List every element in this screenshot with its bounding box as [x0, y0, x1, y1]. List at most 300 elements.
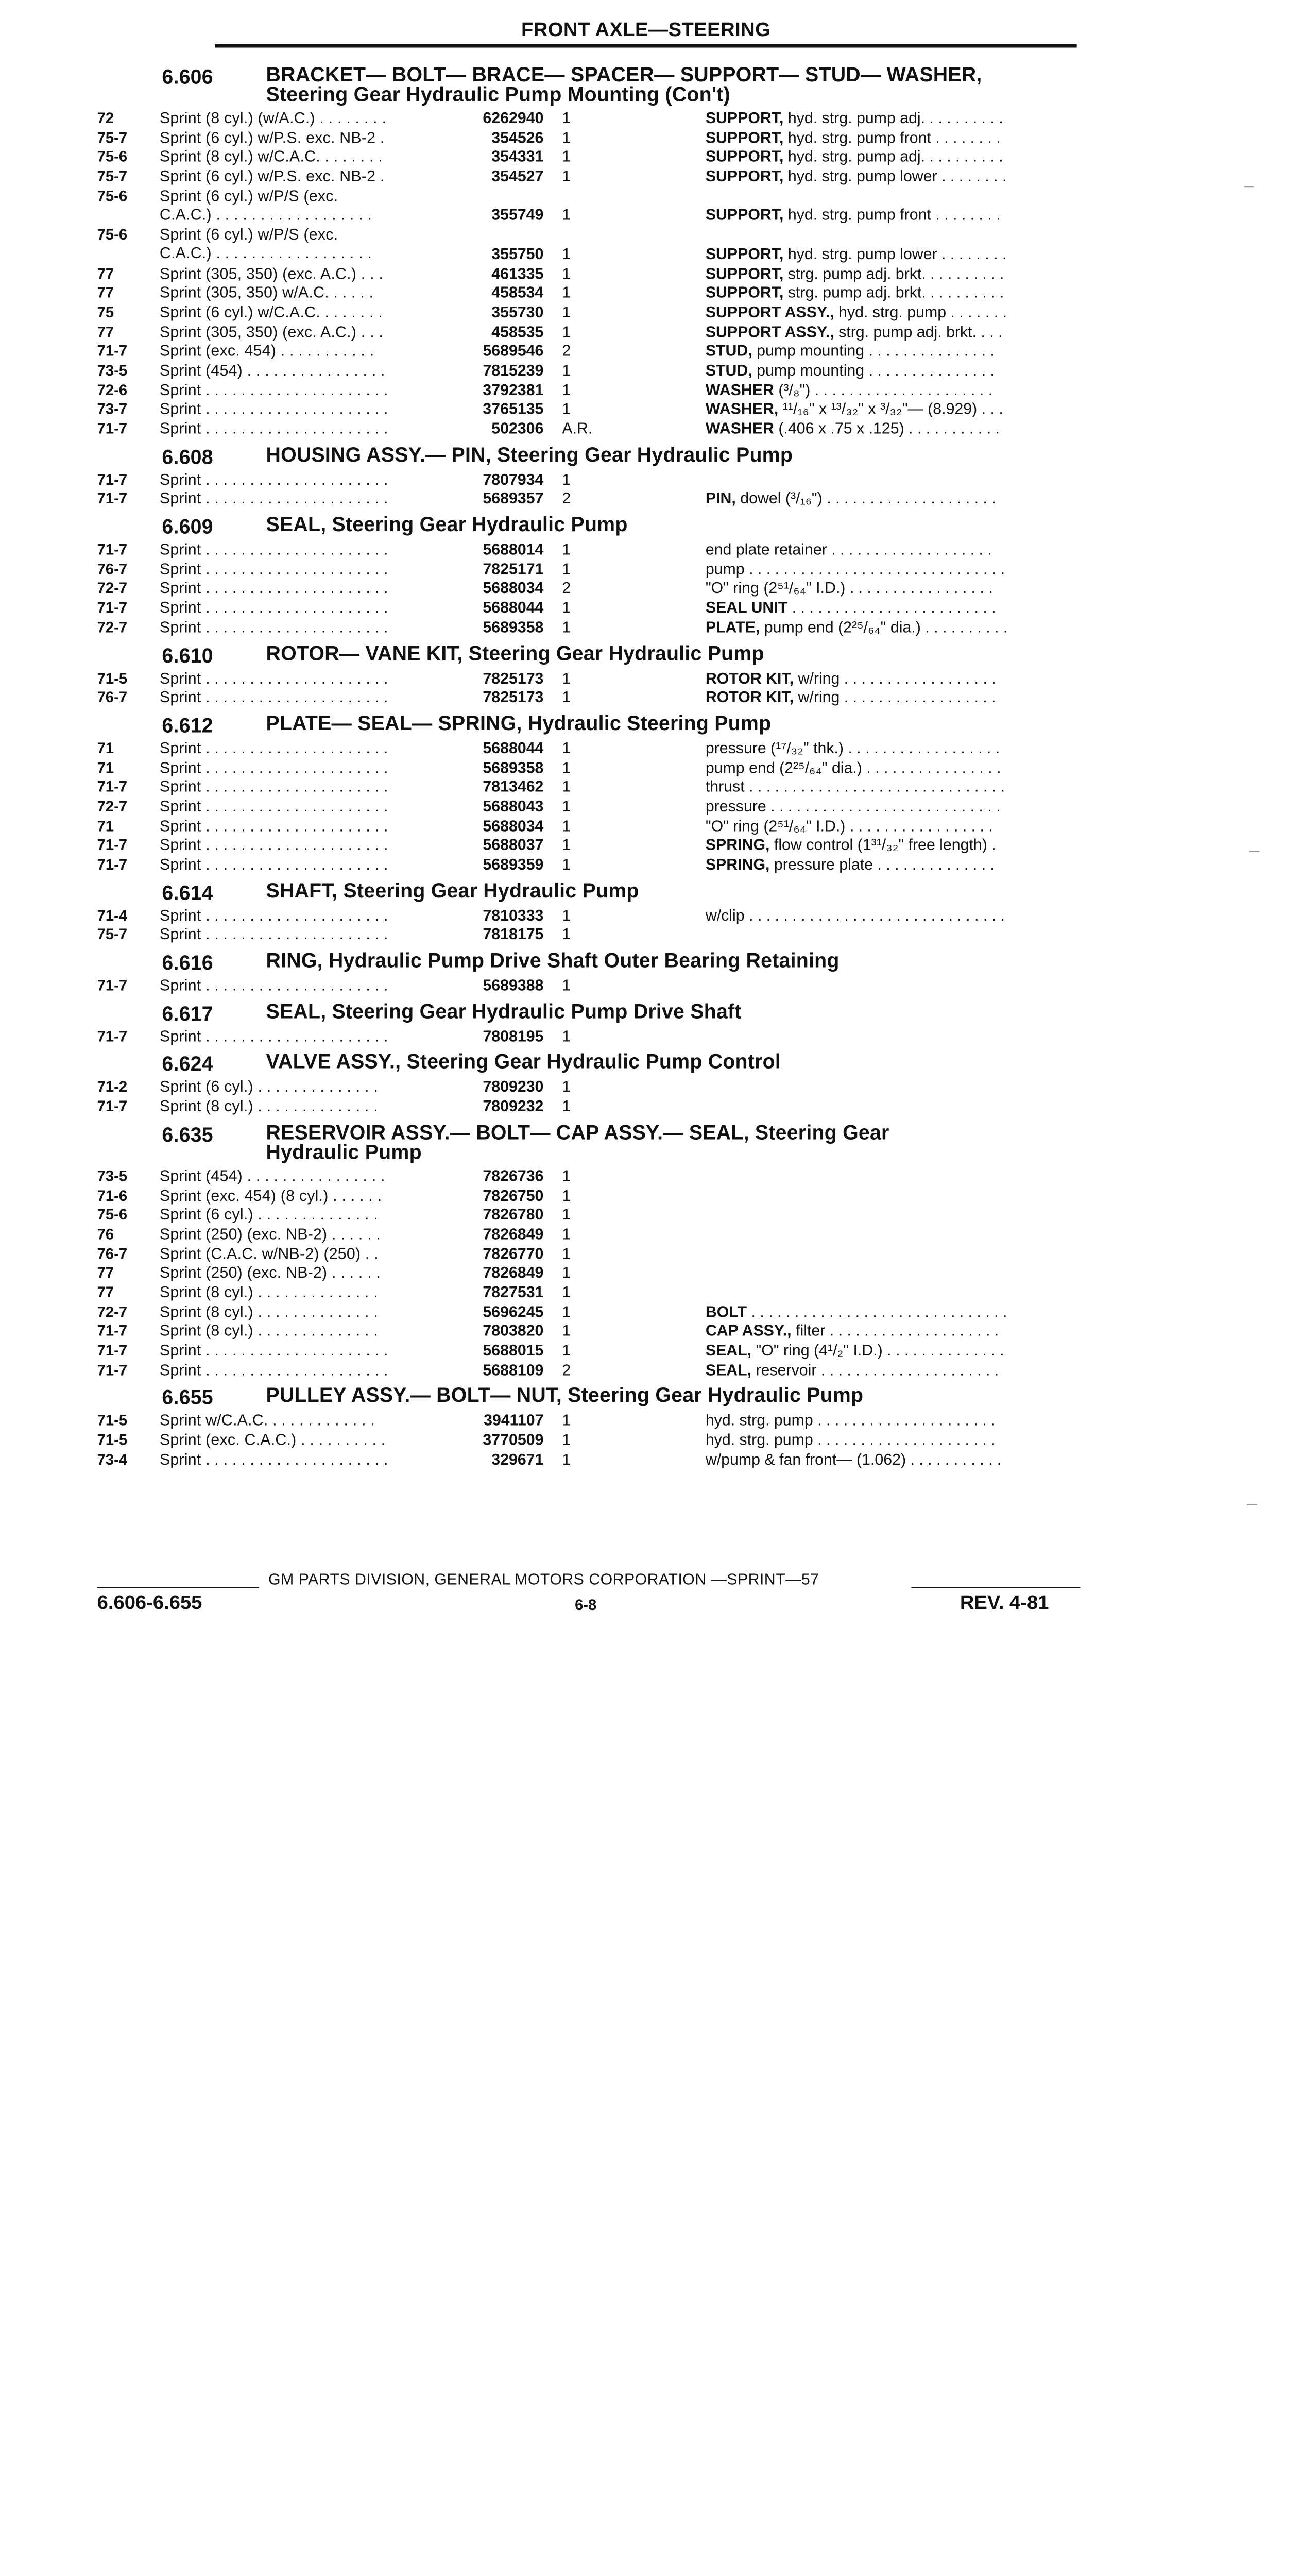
model-application: Sprint (305, 350) (exc. A.C.) . . .	[159, 323, 384, 341]
margin-mark	[1247, 1504, 1257, 1505]
section-number: 6.608	[162, 445, 213, 468]
model-application: Sprint (6 cyl.) w/P.S. exc. NB-2 .	[159, 128, 385, 146]
model-application: Sprint (6 cyl.) . . . . . . . . . . . . . .	[159, 1206, 378, 1224]
quantity: 1	[562, 1225, 571, 1243]
part-name-detail: . . . . . . . . . . . . . . . . . . . . . . . . . . . . . .	[747, 1302, 1007, 1320]
quantity: 1	[562, 128, 571, 146]
part-number: 5689388	[483, 976, 544, 994]
part-row	[97, 109, 1083, 129]
illustration-code: 77	[97, 264, 114, 282]
quantity: 1	[562, 400, 571, 418]
part-number: 3792381	[483, 381, 544, 399]
quantity: 1	[562, 1412, 571, 1430]
section-number: 6.610	[162, 643, 213, 667]
quantity: 1	[562, 361, 571, 379]
part-number: 5688043	[483, 797, 544, 815]
part-number: 354331	[491, 148, 544, 166]
quantity: 1	[562, 148, 571, 166]
part-name-detail: pump end (2²⁵/₆₄" dia.) . . . . . . . . . .	[760, 618, 1008, 636]
section-heading	[97, 948, 1083, 977]
quantity: 1	[562, 206, 571, 224]
part-number: 5696245	[483, 1302, 544, 1320]
illustration-code: 71-7	[97, 1361, 128, 1379]
quantity: 1	[562, 540, 571, 558]
part-name	[706, 540, 1083, 559]
parts-list	[97, 58, 1083, 1470]
section-title: SEAL, Steering Gear Hydraulic Pump Drive Shaft	[266, 999, 742, 1023]
part-name-keyword: BOLT	[705, 1302, 747, 1320]
model-application: Sprint . . . . . . . . . . . . . . . . . . . . .	[159, 470, 388, 488]
quantity: 1	[562, 758, 571, 776]
part-row	[97, 1187, 1083, 1206]
part-name-detail: pump mounting . . . . . . . . . . . . . . .	[752, 361, 995, 379]
quantity: 1	[562, 688, 571, 706]
part-name	[706, 688, 1083, 707]
quantity: 1	[562, 1097, 571, 1115]
part-row	[97, 1264, 1083, 1283]
section-number: 6.616	[162, 951, 213, 975]
quantity: 1	[562, 284, 571, 301]
part-name	[706, 167, 1083, 186]
illustration-code: 75-6	[97, 1206, 128, 1224]
quantity: 1	[562, 167, 571, 185]
part-number: 3770509	[483, 1431, 544, 1449]
part-name-keyword: STUD,	[705, 342, 752, 360]
part-row	[97, 303, 1083, 323]
part-name-detail: hyd. strg. pump lower . . . . . . . .	[783, 245, 1007, 263]
illustration-code: 75-7	[97, 167, 128, 185]
part-name-detail: flow control (1³¹/₃₂" free length) .	[769, 836, 996, 854]
section-6-635	[97, 1120, 1083, 1380]
model-application: Sprint (454) . . . . . . . . . . . . . . . .	[159, 1167, 385, 1184]
model-application: Sprint (250) (exc. NB-2) . . . . . .	[159, 1225, 381, 1243]
quantity: 1	[562, 1206, 571, 1224]
quantity: 1	[562, 739, 571, 757]
part-row	[97, 1167, 1083, 1187]
model-application: Sprint . . . . . . . . . . . . . . . . . . . . .	[159, 599, 388, 617]
part-row	[97, 817, 1083, 836]
section-number: 6.624	[162, 1053, 213, 1076]
part-name-detail: thrust . . . . . . . . . . . . . . . . . . . . . . . . . . . . . .	[705, 778, 1005, 796]
illustration-code: 71-5	[97, 1431, 128, 1449]
model-application: Sprint . . . . . . . . . . . . . . . . . . . . .	[159, 579, 388, 597]
part-number: 7827531	[483, 1283, 544, 1301]
model-application: Sprint . . . . . . . . . . . . . . . . . . . . .	[159, 739, 388, 757]
part-row	[97, 226, 1083, 264]
quantity: 1	[562, 560, 571, 578]
quantity: 1	[562, 1431, 571, 1449]
quantity: 1	[562, 906, 571, 924]
section-number: 6.612	[162, 714, 213, 737]
illustration-code: 73-7	[97, 400, 128, 418]
part-row	[97, 1027, 1083, 1047]
part-row	[97, 906, 1083, 926]
part-row	[97, 1342, 1083, 1361]
part-number: 5688044	[483, 599, 544, 617]
margin-mark	[1249, 851, 1259, 852]
part-number: 6262940	[483, 109, 544, 127]
quantity: 1	[562, 1283, 571, 1301]
part-name-keyword: SUPPORT,	[705, 109, 784, 127]
section-heading	[97, 1050, 1083, 1078]
section-6-617	[97, 999, 1083, 1047]
illustration-code: 72-7	[97, 618, 128, 636]
quantity: 1	[562, 855, 571, 873]
quantity: 2	[562, 1361, 571, 1379]
model-application: Sprint (6 cyl.) w/P/S (exc. C.A.C.) . . . . . . . . . . . . . . . . . .	[159, 187, 372, 223]
part-row	[97, 580, 1083, 599]
illustration-code: 75-6	[97, 226, 128, 243]
part-name	[706, 323, 1083, 341]
part-row	[97, 798, 1083, 817]
part-name-keyword: SUPPORT,	[705, 167, 784, 185]
part-number: 461335	[491, 264, 544, 282]
part-name-detail: w/ring . . . . . . . . . . . . . . . . . .	[794, 688, 996, 706]
footer-page-number: 6-8	[575, 1596, 597, 1614]
illustration-code: 73-5	[97, 1167, 128, 1184]
section-number: 6.655	[162, 1386, 213, 1410]
part-number: 7813462	[483, 778, 544, 796]
illustration-code: 73-4	[97, 1450, 128, 1468]
model-application: Sprint . . . . . . . . . . . . . . . . . . . . .	[159, 540, 388, 558]
part-number: 5688014	[483, 540, 544, 558]
part-name-keyword: SUPPORT,	[705, 148, 784, 166]
part-number: 5689358	[483, 758, 544, 776]
model-application: Sprint . . . . . . . . . . . . . . . . . . . . .	[159, 778, 388, 796]
illustration-code: 77	[97, 323, 114, 341]
part-row	[97, 560, 1083, 580]
illustration-code: 71	[97, 758, 114, 776]
part-number: 458535	[491, 323, 544, 341]
footer-rule-left	[97, 1587, 259, 1588]
quantity: 1	[562, 323, 571, 341]
part-name	[706, 906, 1083, 925]
illustration-code: 77	[97, 1264, 114, 1282]
part-row	[97, 323, 1083, 342]
illustration-code: 71-7	[97, 489, 128, 507]
quantity: 1	[562, 264, 571, 282]
model-application: Sprint (8 cyl.) w/C.A.C. . . . . . . .	[159, 148, 383, 166]
part-name	[706, 856, 1083, 874]
model-application: Sprint (C.A.C. w/NB-2) (250) . .	[159, 1244, 379, 1262]
section-number: 6.617	[162, 1002, 213, 1025]
part-row	[97, 669, 1083, 689]
quantity: 1	[562, 1186, 571, 1204]
illustration-code: 71-5	[97, 1412, 128, 1430]
section-title: SEAL, Steering Gear Hydraulic Pump	[266, 513, 628, 536]
model-application: Sprint . . . . . . . . . . . . . . . . . . . . .	[159, 688, 388, 706]
model-application: Sprint (6 cyl.) w/P.S. exc. NB-2 .	[159, 167, 385, 185]
section-6-609	[97, 515, 1083, 638]
part-number: 3765135	[483, 400, 544, 418]
part-name	[706, 560, 1083, 579]
part-name	[706, 1342, 1083, 1360]
part-name-detail: hyd. strg. pump adj. . . . . . . . . .	[783, 109, 1003, 127]
model-application: Sprint . . . . . . . . . . . . . . . . . . . . .	[159, 1450, 388, 1468]
part-number: 3941107	[484, 1412, 544, 1430]
part-name-keyword: SUPPORT,	[705, 264, 784, 282]
section-heading	[97, 1120, 1083, 1167]
part-row	[97, 1431, 1083, 1451]
part-name-keyword: SUPPORT,	[705, 245, 784, 263]
part-number: 7826780	[483, 1206, 544, 1224]
part-name-keyword: STUD,	[705, 361, 752, 379]
part-name	[706, 109, 1083, 128]
illustration-code: 71-2	[97, 1078, 128, 1096]
footer-section-range: 6.606-6.655	[97, 1591, 202, 1614]
part-name-keyword: SUPPORT ASSY.,	[705, 323, 834, 341]
section-6-612	[97, 711, 1083, 875]
part-number: 7809232	[483, 1097, 544, 1115]
part-number: 5689357	[483, 489, 544, 507]
quantity: 1	[562, 976, 571, 994]
section-6-624	[97, 1050, 1083, 1117]
quantity: 1	[562, 1264, 571, 1282]
part-number: 5689359	[483, 855, 544, 873]
section-title: RING, Hydraulic Pump Drive Shaft Outer Bearing Retaining	[266, 948, 840, 972]
part-name	[706, 264, 1083, 283]
illustration-code: 71-7	[97, 1097, 128, 1115]
model-application: Sprint (8 cyl.) (w/A.C.) . . . . . . . .	[159, 109, 387, 127]
section-title: SHAFT, Steering Gear Hydraulic Pump	[266, 878, 639, 902]
part-name-keyword: SPRING,	[705, 855, 770, 873]
illustration-code: 71-5	[97, 669, 128, 687]
part-name-detail: strg. pump adj. brkt. . . .	[834, 323, 1003, 341]
quantity: 1	[562, 1078, 571, 1096]
illustration-code: 71-7	[97, 1322, 128, 1340]
part-name-keyword: PLATE,	[705, 618, 760, 636]
illustration-code: 71-7	[97, 419, 128, 437]
part-row	[97, 618, 1083, 638]
part-name-keyword: CAP ASSY.,	[705, 1322, 792, 1340]
part-number: 7818175	[483, 926, 544, 943]
illustration-code: 71	[97, 739, 114, 757]
model-application: Sprint . . . . . . . . . . . . . . . . . . . . .	[159, 1027, 388, 1045]
quantity: 1	[562, 109, 571, 127]
model-application: Sprint . . . . . . . . . . . . . . . . . . . . .	[159, 926, 388, 943]
part-name-keyword: ROTOR KIT,	[705, 669, 794, 687]
quantity: A.R.	[562, 419, 593, 437]
part-name-detail: end plate retainer . . . . . . . . . . . . . . . . . . .	[705, 540, 992, 558]
margin-mark	[1244, 186, 1254, 187]
illustration-code: 76-7	[97, 1244, 128, 1262]
quantity: 1	[562, 836, 571, 854]
part-row	[97, 148, 1083, 167]
illustration-code: 73-5	[97, 361, 128, 379]
part-name-detail: "O" ring (2⁵¹/₆₄" I.D.) . . . . . . . . . . . . . . . . .	[705, 579, 993, 597]
part-number: 7807934	[483, 470, 544, 488]
illustration-code: 77	[97, 1283, 114, 1301]
quantity: 1	[562, 1167, 571, 1184]
section-heading	[97, 1386, 1083, 1412]
part-name-detail: strg. pump adj. brkt. . . . . . . . . .	[783, 284, 1004, 301]
part-name	[706, 381, 1083, 399]
section-title: RESERVOIR ASSY.— BOLT— CAP ASSY.— SEAL, Steering Gear Hydraulic Pump	[266, 1120, 889, 1164]
illustration-code: 71-7	[97, 1341, 128, 1359]
illustration-code: 71-7	[97, 976, 128, 994]
part-name	[706, 245, 1083, 264]
part-name-detail: hyd. strg. pump front . . . . . . . .	[783, 128, 1001, 146]
part-name-detail: "O" ring (2⁵¹/₆₄" I.D.) . . . . . . . . . . . . . . . . .	[705, 817, 993, 835]
part-number: 5688015	[483, 1341, 544, 1359]
section-6-614	[97, 878, 1083, 945]
part-row	[97, 856, 1083, 875]
part-name-detail: hyd. strg. pump front . . . . . . . .	[783, 206, 1001, 224]
model-application: Sprint . . . . . . . . . . . . . . . . . . . . .	[159, 489, 388, 507]
page-header: FRONT AXLE—STEERING	[521, 19, 771, 41]
part-row	[97, 1078, 1083, 1098]
illustration-code: 76	[97, 1225, 114, 1243]
part-number: 354527	[491, 167, 544, 185]
part-row	[97, 284, 1083, 303]
part-number: 7803820	[483, 1322, 544, 1340]
part-number: 5688037	[483, 836, 544, 854]
part-row	[97, 470, 1083, 490]
model-application: Sprint (8 cyl.) . . . . . . . . . . . . . .	[159, 1302, 378, 1320]
part-number: 5688109	[483, 1361, 544, 1379]
part-name-keyword: WASHER	[705, 419, 774, 437]
part-row	[97, 977, 1083, 996]
part-name	[706, 206, 1083, 225]
part-number: 7825173	[483, 669, 544, 687]
part-name-detail: w/clip . . . . . . . . . . . . . . . . . . . . . . . . . . . . . .	[705, 906, 1005, 924]
part-name-detail: w/ring . . . . . . . . . . . . . . . . . .	[794, 669, 996, 687]
model-application: Sprint (454) . . . . . . . . . . . . . . . .	[159, 361, 385, 379]
illustration-code: 72-6	[97, 381, 128, 399]
part-row	[97, 1361, 1083, 1381]
section-heading	[97, 711, 1083, 739]
part-number: 355750	[491, 245, 544, 263]
part-row	[97, 778, 1083, 798]
model-application: Sprint (8 cyl.) . . . . . . . . . . . . . .	[159, 1097, 378, 1115]
part-number: 354526	[491, 128, 544, 146]
model-application: Sprint . . . . . . . . . . . . . . . . . . . . .	[159, 1361, 388, 1379]
quantity: 1	[562, 599, 571, 617]
part-name-keyword: SUPPORT ASSY.,	[705, 303, 834, 321]
part-number: 7826750	[483, 1186, 544, 1204]
illustration-code: 71-7	[97, 599, 128, 617]
part-number: 7810333	[483, 906, 544, 924]
part-row	[97, 167, 1083, 187]
section-title: BRACKET— BOLT— BRACE— SPACER— SUPPORT— STUD— WASHER, Steering Gear Hydraulic Pump Mounting (Con't)	[266, 62, 982, 106]
part-number: 355749	[491, 206, 544, 224]
header-rule	[215, 44, 1077, 48]
part-number: 502306	[491, 419, 544, 437]
model-application: Sprint . . . . . . . . . . . . . . . . . . . . .	[159, 758, 388, 776]
part-row	[97, 540, 1083, 560]
part-row	[97, 1412, 1083, 1431]
quantity: 1	[562, 1341, 571, 1359]
part-name-detail: pressure . . . . . . . . . . . . . . . . . . . . . . . . . . .	[705, 797, 1001, 815]
model-application: Sprint . . . . . . . . . . . . . . . . . . . . .	[159, 797, 388, 815]
section-heading	[97, 643, 1083, 669]
part-name-detail: (.406 x .75 x .125) . . . . . . . . . . .	[774, 419, 1000, 437]
part-name	[706, 490, 1083, 509]
model-application: Sprint . . . . . . . . . . . . . . . . . . . . .	[159, 669, 388, 687]
model-application: Sprint . . . . . . . . . . . . . . . . . . . . .	[159, 1341, 388, 1359]
part-name-keyword: SUPPORT,	[705, 284, 784, 301]
part-name-detail: reservoir . . . . . . . . . . . . . . . . . . . . .	[751, 1361, 999, 1379]
model-application: Sprint . . . . . . . . . . . . . . . . . . . . .	[159, 560, 388, 578]
quantity: 1	[562, 1450, 571, 1468]
model-application: Sprint (6 cyl.) . . . . . . . . . . . . . .	[159, 1078, 378, 1096]
part-row	[97, 759, 1083, 778]
section-number: 6.614	[162, 880, 213, 904]
illustration-code: 71-7	[97, 1027, 128, 1045]
model-application: Sprint (6 cyl.) w/C.A.C. . . . . . . .	[159, 303, 383, 321]
section-number: 6.635	[162, 1123, 213, 1146]
part-name	[706, 1322, 1083, 1341]
part-row	[97, 926, 1083, 945]
quantity: 1	[562, 470, 571, 488]
part-name-keyword: SUPPORT,	[705, 128, 784, 146]
illustration-code: 71-7	[97, 778, 128, 796]
part-name	[706, 778, 1083, 796]
section-heading	[97, 445, 1083, 471]
part-row	[97, 739, 1083, 759]
part-number: 5688034	[483, 817, 544, 835]
illustration-code: 75-7	[97, 926, 128, 943]
quantity: 1	[562, 1244, 571, 1262]
model-application: Sprint . . . . . . . . . . . . . . . . . . . . .	[159, 400, 388, 418]
part-name-detail: hyd. strg. pump . . . . . . . . . . . . . . . . . . . . .	[705, 1431, 996, 1449]
quantity: 1	[562, 778, 571, 796]
part-name-detail: "O" ring (4¹/₂" I.D.) . . . . . . . . . . . . . .	[751, 1341, 1004, 1359]
part-row	[97, 1097, 1083, 1117]
section-title: ROTOR— VANE KIT, Steering Gear Hydraulic Pump	[266, 641, 764, 665]
part-number: 7825173	[483, 688, 544, 706]
quantity: 1	[562, 817, 571, 835]
part-name-detail: hyd. strg. pump . . . . . . .	[834, 303, 1007, 321]
section-6-608	[97, 445, 1083, 510]
part-row	[97, 836, 1083, 856]
part-row	[97, 187, 1083, 226]
model-application: Sprint . . . . . . . . . . . . . . . . . . . . .	[159, 618, 388, 636]
part-row	[97, 599, 1083, 618]
section-number: 6.606	[162, 65, 213, 89]
quantity: 2	[562, 579, 571, 597]
quantity: 1	[562, 618, 571, 636]
part-row	[97, 1283, 1083, 1303]
part-name-detail: pump end (2²⁵/₆₄" dia.) . . . . . . . . . . . . . . . .	[705, 758, 1001, 776]
part-row	[97, 1322, 1083, 1342]
part-name-keyword: ROTOR KIT,	[705, 688, 794, 706]
part-row	[97, 1206, 1083, 1225]
part-name-detail: strg. pump adj. brkt. . . . . . . . . .	[783, 264, 1004, 282]
part-row	[97, 688, 1083, 708]
illustration-code: 76-7	[97, 560, 128, 578]
part-name-keyword: SPRING,	[705, 836, 770, 854]
model-application: Sprint . . . . . . . . . . . . . . . . . . . . .	[159, 836, 388, 854]
section-number: 6.609	[162, 515, 213, 538]
illustration-code: 72	[97, 109, 114, 127]
part-name-detail: hyd. strg. pump lower . . . . . . . .	[783, 167, 1007, 185]
model-application: Sprint . . . . . . . . . . . . . . . . . . . . .	[159, 906, 388, 924]
part-name-detail: filter . . . . . . . . . . . . . . . . . . . .	[791, 1322, 999, 1340]
part-number: 7826736	[483, 1167, 544, 1184]
illustration-code: 71-7	[97, 342, 128, 360]
section-6-655	[97, 1386, 1083, 1470]
quantity: 1	[562, 381, 571, 399]
part-name	[706, 342, 1083, 361]
section-6-606	[97, 62, 1083, 439]
part-name-keyword: SEAL UNIT	[705, 599, 788, 617]
part-name-detail: pump mounting . . . . . . . . . . . . . . .	[752, 342, 995, 360]
part-name-keyword: SEAL,	[705, 1361, 752, 1379]
quantity: 1	[562, 1302, 571, 1320]
part-number: 7826770	[483, 1244, 544, 1262]
model-application: Sprint . . . . . . . . . . . . . . . . . . . . .	[159, 817, 388, 835]
